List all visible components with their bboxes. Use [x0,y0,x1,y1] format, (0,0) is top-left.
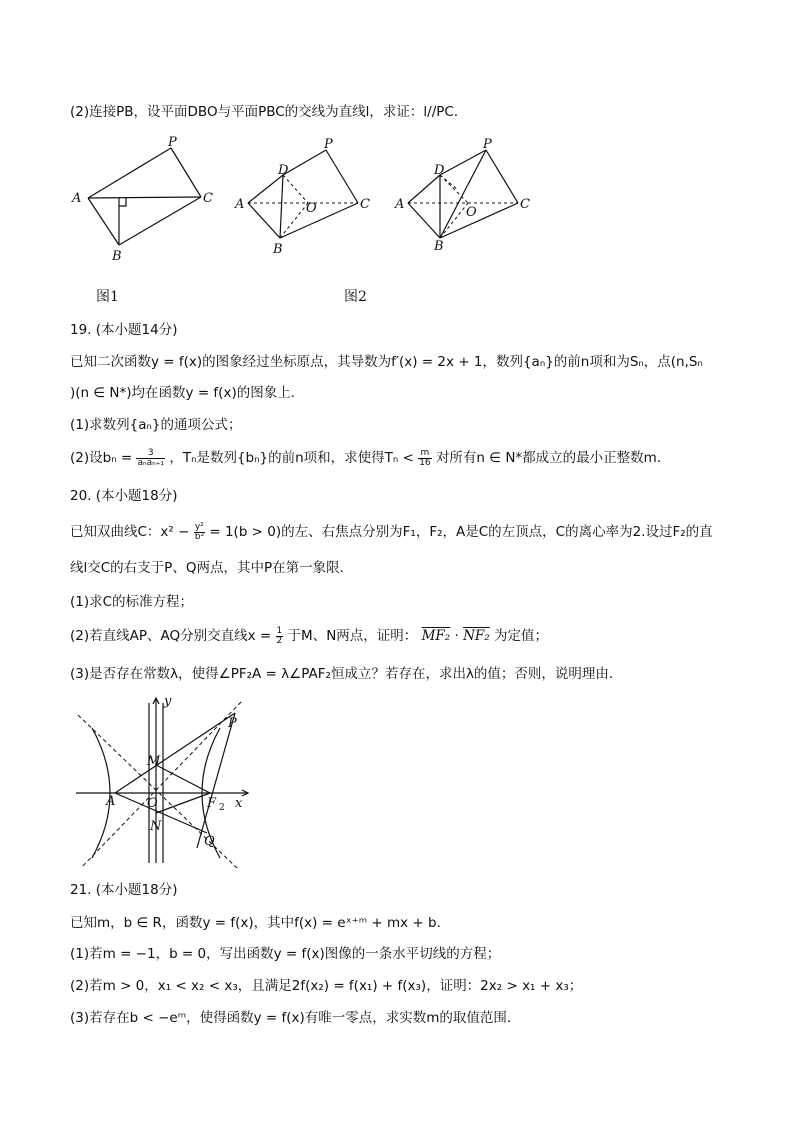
label-A: A [106,794,116,809]
label-P: P [228,716,237,731]
q20-part2 [70,626,548,646]
q18-part2: (2)连接PB，设平面DBO与平面PBC的交线为直线l，求证：l//PC． [70,104,468,120]
label-B: B [434,239,444,254]
q21-stem: 已知m，b ∈ R，函数y = f(x)，其中f(x) = eˣ⁺ᵐ + mx + b． [70,915,451,931]
figure-1 [66,130,226,270]
label-y: y [164,694,172,709]
q20-part2-a: (2)若直线AP、AQ分别交直线x = [70,628,272,644]
q20-part1: (1)求C的标准方程； [70,594,194,610]
label-M: M [147,754,161,769]
label-P: P [324,137,333,152]
label-A: A [72,191,82,206]
frac-den: b² [194,531,205,542]
frac-den: 16 [419,457,431,468]
q19-header: 19. (本小题14分) [70,322,178,338]
frac-num: y² [194,521,204,532]
q20-stem-b: = 1(b > 0)的左、右焦点分别为F₁，F₂，A是C的左顶点，C的离心率为2.设过F₂的直 [209,524,713,540]
label-A: A [395,197,405,212]
figure-2-right [388,130,538,260]
label-D: D [278,163,289,178]
label-B: B [273,242,283,257]
label-A: A [235,197,245,212]
q21-part3: (3)若存在b < −eᵐ，使得函数y = f(x)有唯一零点，求实数m的取值范围． [70,1010,521,1026]
q19-part2-fraction [136,449,165,468]
q20-part2-fraction [276,627,284,646]
figure-1-caption: 图1 [96,289,119,305]
q19-part2 [70,448,670,468]
label-P: P [168,135,177,150]
dot: · [450,628,464,644]
label-B: B [112,249,122,264]
label-C: C [520,197,530,212]
q19-part2-fraction2 [418,449,431,468]
frac-den: aₙaₙ₊₁ [137,457,165,468]
label-N: N [150,819,162,834]
label-x: x [235,796,243,811]
q20-part2-b: 于M、N两点，证明： [287,628,418,644]
frac-den: 2 [276,635,283,646]
label-F2-subscript: 2 [219,803,225,813]
label-C: C [360,197,370,212]
label-D: D [434,163,445,178]
vector-MF2: MF₂ [421,628,451,644]
frac-num: 1 [276,625,283,636]
q20-stem-line2: 线l交C的右支于P、Q两点，其中P在第一象限． [70,560,354,576]
q21-part2: (2)若m > 0，x₁ < x₂ < x₃，且满足2f(x₂) = f(x₁) + f(x₃)，证明：2x₂ > x₁ + x₃； [70,978,583,994]
hyperbola-figure [70,693,260,868]
q20-stem-a: 已知双曲线C：x² − [70,524,190,540]
q21-header: 21. (本小题18分) [70,882,178,898]
frac-num: 3 [136,449,165,459]
q19-stem-line1: 已知二次函数y = f(x)的图象经过坐标原点，其导数为f′(x) = 2x + 1，数列{aₙ}的前n项和为Sₙ，点(n,Sₙ [70,354,703,370]
figure-2-caption: 图2 [344,289,367,305]
q19-part2-b: ，Tₙ是数列{bₙ}的前n项和，求使得Tₙ < [169,450,414,466]
q19-stem-line2: )(n ∈ N*)均在函数y = f(x)的图象上． [70,385,305,401]
q20-part2-c: 为定值； [493,628,548,644]
label-Q: Q [204,834,215,849]
q19-part1: (1)求数列{aₙ}的通项公式； [70,417,242,433]
label-C: C [203,191,213,206]
q19-part2-a: (2)设bₙ = [70,450,133,466]
label-O: O [306,201,317,216]
label-O: O [147,796,158,811]
frac-num: m [418,449,431,459]
vector-NF2: NF₂ [463,628,490,644]
label-O: O [466,205,477,220]
q19-part2-c: 对所有n ∈ N*都成立的最小正整数m． [435,450,671,466]
q20-stem-fraction [194,523,205,542]
q20-part3: (3)是否存在常数λ，使得∠PF₂A = λ∠PAF₂恒成立？若存在，求出λ的值；否则，说明理由． [70,666,623,682]
label-P: P [483,137,492,152]
q20-stem-line1 [70,522,713,542]
figure-2-left [228,130,378,260]
q21-part1: (1)若m = −1，b = 0，写出函数y = f(x)图像的一条水平切线的方程； [70,946,501,962]
label-F2: F [207,796,217,811]
q20-header: 20. (本小题18分) [70,488,178,504]
